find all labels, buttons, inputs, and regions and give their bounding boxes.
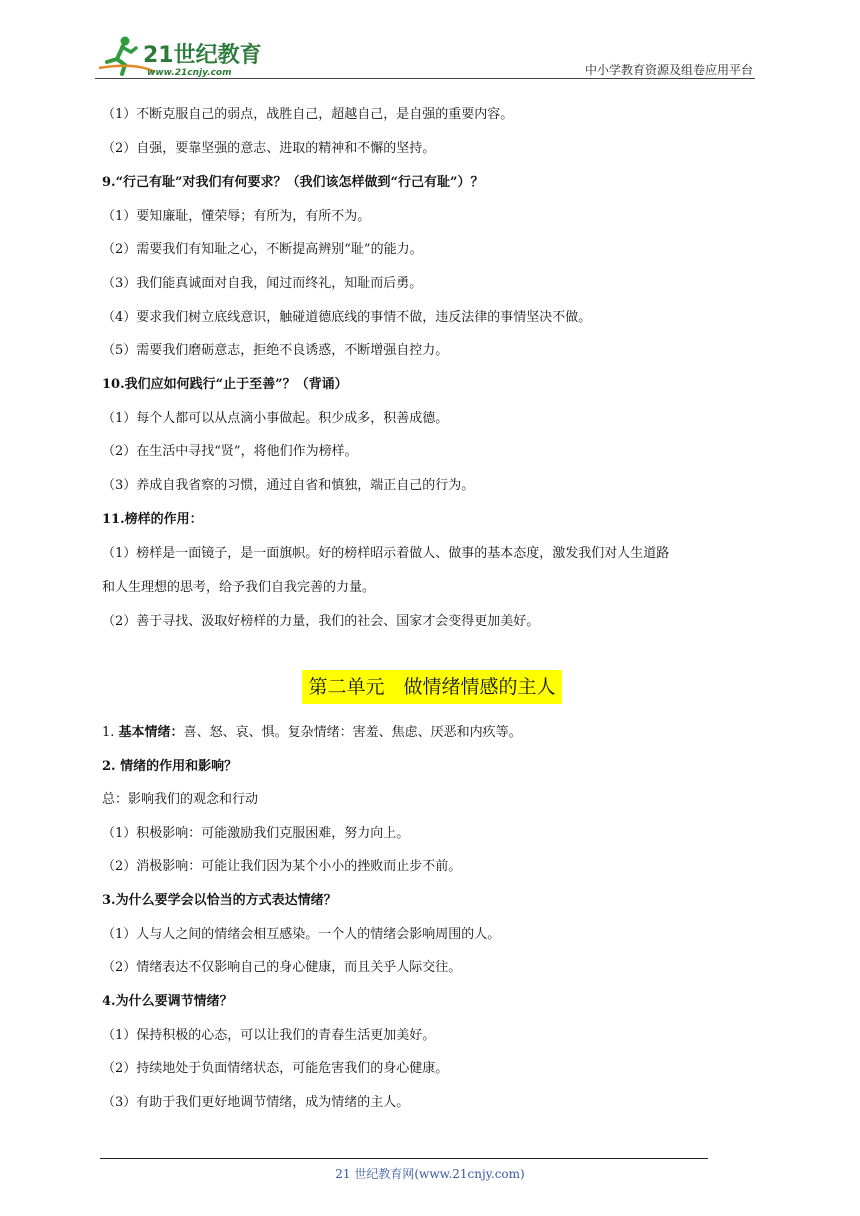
text-line: （3）养成自我省察的习惯，通过自省和慎独，端正自己的行为。 [102, 478, 475, 493]
text-line: （4）要求我们树立底线意识，触碰道德底线的事情不做，违反法律的事情坚决不做。 [102, 310, 592, 325]
question-heading: 2. 情绪的作用和影响？ [102, 759, 238, 774]
text-line: （1）人与人之间的情绪会相互感染。一个人的情绪会影响周围的人。 [102, 927, 501, 942]
text-line: （3）有助于我们更好地调节情绪，成为情绪的主人。 [102, 1095, 410, 1110]
logo-21cnjy [95, 32, 265, 80]
text-line: （2）善于寻找、汲取好榜样的力量，我们的社会、国家才会变得更加美好。 [102, 614, 540, 629]
footer-site: 21 世纪教育网(www.21cnjy.com) [335, 1167, 525, 1181]
text-line: （1）积极影响：可能激励我们克服困难，努力向上。 [102, 826, 410, 841]
item-label: 基本情绪： [118, 725, 184, 740]
text-line: （1）要知廉耻，懂荣辱；有所为，有所不为。 [102, 209, 371, 224]
text-line: （2）在生活中寻找“贤”，将他们作为榜样。 [102, 444, 358, 459]
text-line: （1）不断克服自己的弱点，战胜自己，超越自己，是自强的重要内容。 [102, 107, 514, 122]
basic-emotions-line [102, 725, 522, 741]
text-line: 和人生理想的思考，给予我们自我完善的力量。 [102, 580, 376, 595]
text-line: （2）自强，要靠坚强的意志、进取的精神和不懈的坚持。 [102, 141, 436, 156]
item-number: 1. [102, 725, 119, 740]
question-heading: 9.“行己有耻”对我们有何要求？（我们该怎样做到“行己有耻”）？ [102, 175, 484, 190]
item-text: 喜、怒、哀、惧。复杂情绪：害羞、焦虑、厌恶和内疚等。 [183, 725, 522, 740]
text-line: （2）需要我们有知耻之心，不断提高辨别“耻”的能力。 [102, 242, 423, 257]
unit-title-wrap [102, 670, 762, 704]
footer-divider [100, 1158, 708, 1159]
question-heading: 11.榜样的作用： [102, 512, 203, 527]
text-line: 总：影响我们的观念和行动 [102, 792, 259, 807]
unit-title: 第二单元 做情绪情感的主人 [302, 670, 561, 704]
text-line: （5）需要我们磨砺意志，拒绝不良诱惑，不断增强自控力。 [102, 343, 449, 358]
text-line: （2）情绪表达不仅影响自己的身心健康，而且关乎人际交往。 [102, 960, 462, 975]
text-line: （2）持续地处于负面情绪状态，可能危害我们的身心健康。 [102, 1061, 449, 1076]
text-line: （1）每个人都可以从点滴小事做起。积少成多，积善成德。 [102, 411, 449, 426]
header-divider [95, 78, 755, 79]
text-line: （2）消极影响：可能让我们因为某个小小的挫败而止步不前。 [102, 859, 462, 874]
question-heading: 3.为什么要学会以恰当的方式表达情绪？ [102, 893, 337, 908]
question-heading: 10.我们应如何践行“止于至善”？（背诵） [102, 377, 348, 392]
svg-text:www.21cnjy.com: www.21cnjy.com [147, 68, 232, 78]
svg-text:21世纪教育: 21世纪教育 [143, 43, 262, 68]
question-heading: 4.为什么要调节情绪？ [102, 994, 233, 1009]
text-line: （3）我们能真诚面对自我，闻过而终礼，知耻而后勇。 [102, 276, 423, 291]
page-header [95, 30, 755, 80]
text-line: （1）榜样是一面镜子，是一面旗帜。好的榜样昭示着做人、做事的基本态度，激发我们对人生道路 [102, 546, 670, 561]
text-line: （1）保持积极的心态，可以让我们的青春生活更加美好。 [102, 1028, 436, 1043]
header-platform-name: 中小学教育资源及组卷应用平台 [584, 63, 753, 77]
